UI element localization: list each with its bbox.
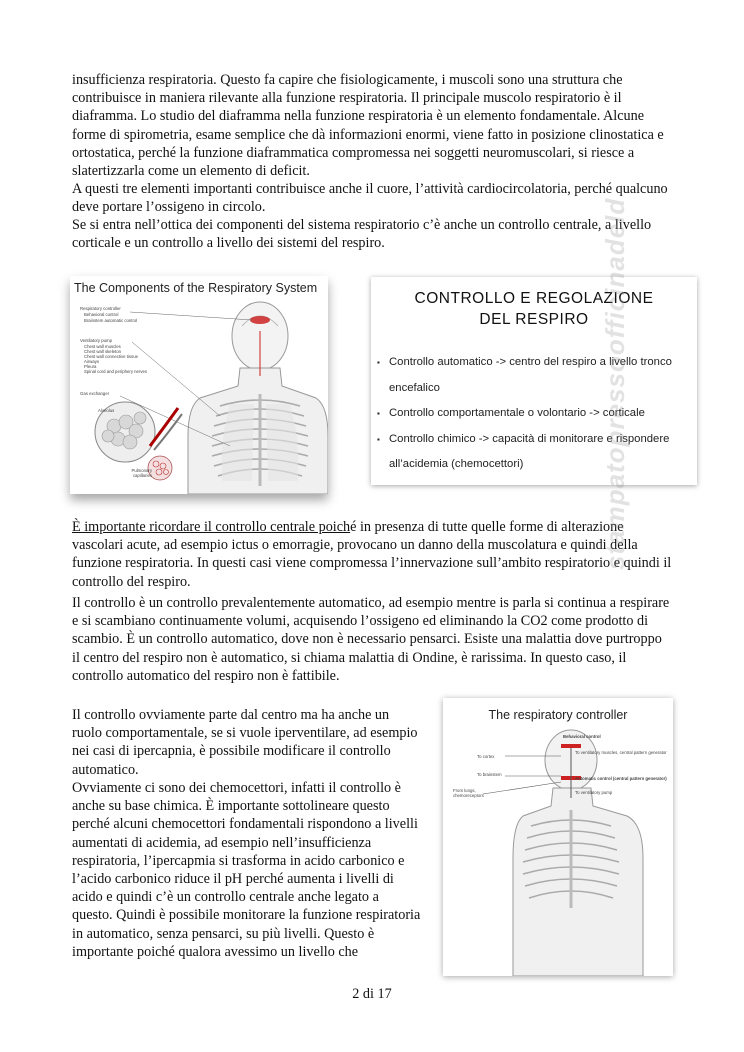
slide-controllo-regolazione <box>371 277 697 485</box>
paragraph-automatic-control: Il controllo è un controllo prevalentemente automatico, ad esempio mentre is parla si continua a respirare e si scambiano continuamente volumi, acquisendo l’ossigeno ed eliminando la CO2 come prodotto di scambio. È un controllo automatico, dove non è necessario pensarci. Esiste una malattia dove purtroppo il centro del respiro non è automatico, si chiama malattia di Ondine, è rarissima. In questo caso, il controllo automatico del respiro non è fattibile. <box>72 595 670 684</box>
label-capillaries: Pulmonary capillaries <box>131 468 152 478</box>
label-automatic-control: Automatic control (central pattern generator) <box>575 776 667 781</box>
underlined-phrase: È importante ricordare il controllo centrale poich <box>72 519 351 535</box>
label-pump-6: Spinal cord and periphery nerves <box>84 369 148 374</box>
slide-bullet-behavioral: ▪ Controllo comportamentale o volontario -> corticale <box>375 401 695 427</box>
figure1-title: The Components of the Respiratory System <box>74 281 318 295</box>
paragraph-important <box>72 518 672 591</box>
paragraph-central-control: Se si entra nell’ottica dei componenti del sistema respiratorio c’è anche un controllo centrale, a livello corticale e un controllo a livello dei sistemi del respiro. <box>72 217 652 252</box>
label-to-vent-muscles: To ventilatory muscles, central pattern generator <box>575 750 667 755</box>
label-pump-3: Chest wall connective tissue <box>84 354 138 359</box>
paragraph-behavioral: Il controllo ovviamente parte dal centro ma ha anche un ruolo comportamentale, se si vuole iperventilare, ad esempio nei casi di ipercapnia, è possibile modificare il controllo automatico. <box>72 707 418 778</box>
paragraph-diaphragm: insufficienza respiratoria. Questo fa capire che fisiologicamente, i muscoli sono una struttura che contribuisce in maniera rilevante alla funzione respiratoria. Il principale muscolo respiratorio è il diaframma. Lo studio del diaframma nella funzione respiratoria è un elemento fondamentale. Alcune forme di spirometria, esame semplice che dà informazioni enormi, viene fatto in posizione clinostatica e ortostatica, perché la funzione diaframmatica compromessa nei soggetti neuromuscolari, si riesce a slatertizzarla come un elemento di deficit. <box>72 72 664 180</box>
label-pump-1: Chest wall muscles <box>84 344 121 349</box>
slide-bullet-chemical: ▪ Controllo chimico -> capacità di monitorare e rispondere all’acidemia (chemocettori) <box>375 427 695 478</box>
slide-bullet-list <box>375 350 695 478</box>
figure-respiratory-components <box>70 276 328 494</box>
watermark: stampatopressoofficinadeld <box>600 197 630 570</box>
paragraph-heart: A questi tre elementi importanti contribuisce anche il cuore, l’attività cardiocircolatoria, perché qualcuno deve portare l’ossigeno in circolo. <box>72 181 668 216</box>
slide-title: CONTROLLO E REGOLAZIONE DEL RESPIRO <box>414 290 654 328</box>
label-controller-sub1: Behavioral control <box>84 312 119 317</box>
label-pump-4: Airways <box>84 359 100 364</box>
label-from-lungs: From lungs, chemoreceptors <box>453 788 484 798</box>
paragraph-important-rest: é in presenza di tutte quelle forme di alterazione vascolari acute, ad esempio ictus o emorragie, provocano un danno della muscolatura e quindi della funzione respiratoria. In questi casi viene compromessa l’innervazione sull’ambito respiratorio e quindi il controllo del respiro. <box>72 519 672 590</box>
label-alveolus: Alveolus <box>98 408 115 413</box>
label-pump-2: Chest wall skeleton <box>84 349 122 354</box>
figure2-title: The respiratory controller <box>488 708 628 722</box>
label-gas-exchanger: Gas exchanger <box>80 391 110 396</box>
label-to-cortex: To cortex <box>477 754 495 759</box>
label-controller-sub2: Brainstem automatic control <box>84 318 138 323</box>
slide-bullet-automatic: ▪ Controllo automatico -> centro del respiro a livello tronco encefalico <box>375 350 695 401</box>
label-to-vent-pump: To ventilatory pump <box>575 790 613 795</box>
label-controller: Respiratory controller <box>80 306 121 311</box>
label-pump-5: Pleura <box>84 364 97 369</box>
label-to-brainstem: To brainstem <box>477 772 502 777</box>
figure-respiratory-controller <box>443 698 673 976</box>
label-pump: Ventilatory pump <box>80 338 113 343</box>
respiratory-controller-illustration <box>443 698 673 976</box>
paragraph-chemoreceptors: Ovviamente ci sono dei chemocettori, infatti il controllo è anche su base chimica. È importante sottolineare questo perché alcuni chemocettori fondamentali rispondono a livelli aumentati di acidemia, ad esempio nell’insufficienza respiratoria, l’ipercapmia si trasforma in acido carbonico e l’acido carbonico riduce il pH perché aumenta i livelli di acido e quindi c’è un controllo centrale anche legato a questo. Quindi è possibile monitorare la funzione respiratoria in automatico, senza pensarci, su più livelli. Questo è importante poiché qualora avessimo un livello che <box>72 780 421 960</box>
page-number: 2 di 17 <box>352 986 392 1002</box>
label-behavioral: Behavioral control <box>563 734 601 739</box>
